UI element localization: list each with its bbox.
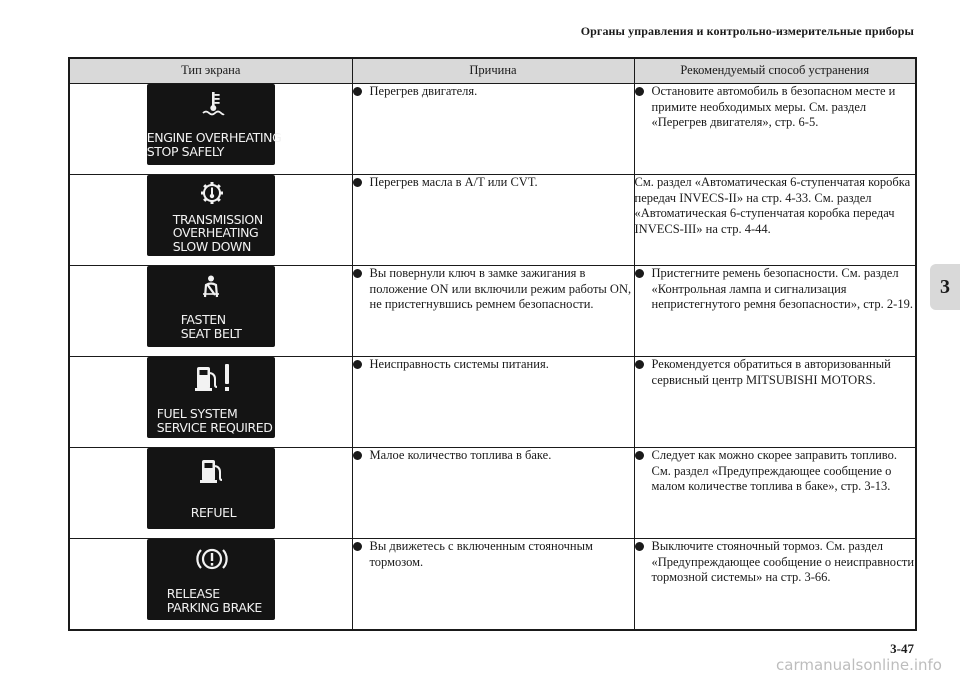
display-screen [147,539,275,620]
bullet-icon [353,269,362,278]
watermark[interactable]: carmanualsonline.info [776,656,942,674]
screen-label: FASTEN SEAT BELT [180,312,242,341]
parking-brake-icon [196,544,228,574]
screen-cell [69,448,352,539]
seatbelt-icon [200,275,222,299]
bullet-icon [635,87,644,96]
table-header-row [69,58,916,84]
display-screen [146,84,282,165]
table-row [69,448,916,539]
remedy-text: Остановите автомобиль в безопасном месте и примите необходимых меры. См. раздел «Перегрев двигателя», стр. 6-5. [651,84,896,129]
screen-cell [69,357,352,448]
engine-temperature-icon [201,91,225,117]
remedy-cell [634,357,916,448]
screen-cell [69,84,352,175]
screen-label: ENGINE OVERHEATING STOP SAFELY [146,130,282,159]
screen-label: REFUEL [190,504,237,520]
column-header-screen-type: Тип экрана [69,58,352,84]
table-row [69,266,916,357]
cause-text: Неисправность системы питания. [369,357,549,371]
remedy-cell [634,539,916,631]
bullet-icon [353,178,362,187]
display-screen [147,175,275,256]
remedy-text: Следует как можно скорее заправить топливо. См. раздел «Предупреждающее сообщение о малом количестве топлива в баке», стр. 3-13. [651,448,897,493]
cause-text: Перегрев двигателя. [369,84,478,98]
column-header-remedy: Рекомендуемый способ устранения [634,58,916,84]
screen-label: FUEL SYSTEM SERVICE REQUIRED [156,406,273,435]
page-number: 3-47 [890,641,914,656]
table-row [69,357,916,448]
bullet-icon [635,451,644,460]
bullet-icon [353,542,362,551]
screen-cell [69,175,352,266]
remedy-cell [634,175,916,266]
display-screen [147,266,275,347]
cause-text: Перегрев масла в A/T или CVT. [369,175,538,189]
fuel-pump-warning-icon [195,363,231,393]
remedy-text: Пристегните ремень безопасности. См. раздел «Контрольная лампа и сигнализация непристегнутого ремня безопасности», стр. 2-19. [651,266,913,311]
cause-text: Малое количество топлива в баке. [369,448,552,462]
screen-cell [69,539,352,631]
screen-label: RELEASE PARKING BRAKE [166,586,262,615]
cause-cell [352,539,634,631]
page-header-title: Органы управления и контрольно-измерительные приборы [580,24,914,38]
remedy-cell [634,84,916,175]
column-header-cause: Причина [352,58,634,84]
gear-temperature-icon [200,181,224,205]
table-row [69,175,916,266]
remedy-cell [634,266,916,357]
remedy-text: Выключите стояночный тормоз. См. раздел «Предупреждающее сообщение о неисправности тормозной системы» на стр. 3-66. [651,539,915,584]
screen-cell [69,266,352,357]
display-screen [147,448,275,529]
bullet-icon [353,360,362,369]
table-row [69,84,916,175]
cause-cell [352,84,634,175]
display-screen [147,357,275,438]
cause-cell [352,175,634,266]
cause-cell [352,448,634,539]
cause-text: Вы движетесь с включенным стояночным тормозом. [369,539,593,569]
chapter-tab[interactable]: 3 [930,264,960,310]
bullet-icon [353,87,362,96]
fuel-pump-icon [200,457,224,485]
cause-cell [352,266,634,357]
screen-label: TRANSMISSION OVERHEATING SLOW DOWN [172,211,263,254]
table-row [69,539,916,631]
bullet-icon [635,542,644,551]
cause-text: Вы повернули ключ в замке зажигания в положение ON или включили режим работы ON, не пристегнувшись ремнем безопасности. [369,266,632,311]
warning-messages-table [68,57,917,631]
bullet-icon [635,360,644,369]
remedy-cell [634,448,916,539]
cause-cell [352,357,634,448]
bullet-icon [353,451,362,460]
remedy-text: См. раздел «Автоматическая 6-ступенчатая коробка передач INVECS-II» на стр. 4-33. См. раздел «Автоматическая 6-ступенчатая коробка передач INVECS-III» на стр. 4-44. [634,175,911,236]
remedy-text: Рекомендуется обратиться в авторизованный сервисный центр MITSUBISHI MOTORS. [651,357,891,387]
bullet-icon [635,269,644,278]
